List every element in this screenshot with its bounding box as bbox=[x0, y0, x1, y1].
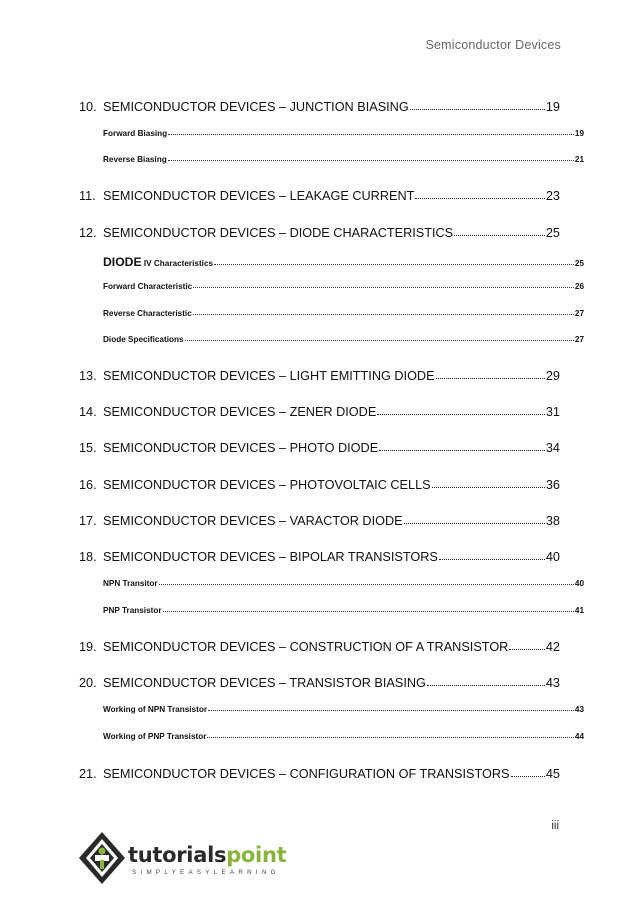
entry-page-number: 43 bbox=[574, 705, 584, 714]
toc-chapter-entry[interactable] bbox=[79, 369, 560, 383]
toc-chapter-entry[interactable] bbox=[79, 226, 560, 240]
entry-page-number: 19 bbox=[574, 129, 584, 138]
toc-chapter-entry[interactable] bbox=[79, 100, 560, 114]
entry-page-number: 23 bbox=[545, 189, 560, 203]
chapter-number: 14. bbox=[79, 405, 97, 419]
chapter-number: 15. bbox=[79, 441, 97, 455]
entry-title: SEMICONDUCTOR DEVICES – VARACTOR DIODE bbox=[103, 514, 403, 528]
toc-chapter-entry[interactable] bbox=[79, 640, 560, 654]
chapter-number: 20. bbox=[79, 676, 97, 690]
entry-title: Reverse Characteristic bbox=[103, 309, 192, 318]
dot-leader bbox=[427, 684, 545, 686]
entry-page-number: 34 bbox=[545, 441, 560, 455]
entry-page-number: 27 bbox=[574, 335, 584, 344]
dot-leader bbox=[436, 377, 545, 379]
chapter-number: 10. bbox=[79, 100, 97, 114]
dot-leader bbox=[185, 339, 574, 341]
logo-emblem-icon bbox=[76, 829, 128, 887]
chapter-number: 21. bbox=[79, 767, 97, 781]
chapter-number: 12. bbox=[79, 226, 97, 240]
dot-leader bbox=[159, 583, 574, 585]
entry-title: Forward Biasing bbox=[103, 129, 168, 138]
toc-chapter-entry[interactable] bbox=[79, 441, 560, 455]
dot-leader bbox=[415, 197, 545, 199]
entry-title: Working of NPN Transistor bbox=[103, 705, 208, 714]
dot-leader bbox=[168, 133, 574, 135]
entry-page-number: 41 bbox=[574, 606, 584, 615]
toc-section-entry[interactable] bbox=[79, 579, 584, 588]
dot-leader bbox=[377, 413, 545, 415]
toc-section-entry[interactable] bbox=[79, 705, 584, 714]
toc-section-entry[interactable] bbox=[79, 129, 584, 138]
page-number: iii bbox=[551, 820, 559, 832]
entry-page-number: 25 bbox=[545, 226, 560, 240]
entry-title: SEMICONDUCTOR DEVICES – TRANSISTOR BIASING bbox=[103, 676, 426, 690]
entry-page-number: 21 bbox=[574, 155, 584, 164]
entry-title: SEMICONDUCTOR DEVICES – PHOTOVOLTAIC CELLS bbox=[103, 478, 431, 492]
toc-chapter-entry[interactable] bbox=[79, 478, 560, 492]
toc-chapter-entry[interactable] bbox=[79, 189, 560, 203]
entry-title: Diode Specifications bbox=[103, 335, 184, 344]
entry-page-number: 29 bbox=[545, 369, 560, 383]
entry-title: SEMICONDUCTOR DEVICES – CONSTRUCTION OF A TRANSISTOR bbox=[103, 640, 509, 654]
logo-tagline: SIMPLYEASYLEARNING bbox=[132, 869, 280, 876]
entry-title: SEMICONDUCTOR DEVICES – ZENER DIODE bbox=[103, 405, 377, 419]
entry-page-number: 38 bbox=[545, 514, 560, 528]
entry-title: Working of PNP Transistor bbox=[103, 732, 207, 741]
entry-page-number: 25 bbox=[574, 259, 584, 268]
entry-title-rest: IV Characteristics bbox=[141, 259, 214, 268]
entry-page-number: 40 bbox=[574, 579, 584, 588]
toc-section-entry[interactable] bbox=[79, 255, 584, 269]
entry-title: SEMICONDUCTOR DEVICES – PHOTO DIODE bbox=[103, 441, 379, 455]
entry-title: SEMICONDUCTOR DEVICES – BIPOLAR TRANSISTORS bbox=[103, 550, 438, 564]
toc-section-entry[interactable] bbox=[79, 309, 584, 318]
chapter-number: 19. bbox=[79, 640, 97, 654]
entry-title: SEMICONDUCTOR DEVICES – JUNCTION BIASING bbox=[103, 100, 409, 114]
dot-leader bbox=[193, 286, 574, 288]
dot-leader bbox=[214, 263, 574, 265]
dot-leader bbox=[439, 558, 545, 560]
running-header: Semiconductor Devices bbox=[425, 38, 561, 52]
dot-leader bbox=[379, 449, 545, 451]
dot-leader bbox=[208, 709, 574, 711]
entry-title: PNP Transistor bbox=[103, 606, 162, 615]
dot-leader bbox=[432, 486, 545, 488]
entry-page-number: 31 bbox=[545, 405, 560, 419]
chapter-number: 11. bbox=[79, 189, 96, 203]
entry-page-number: 40 bbox=[545, 550, 560, 564]
toc-chapter-entry[interactable] bbox=[79, 550, 560, 564]
entry-page-number: 36 bbox=[545, 478, 560, 492]
logo-wordmark: tutorialspoint bbox=[128, 843, 287, 867]
dot-leader bbox=[410, 108, 545, 110]
entry-title: NPN Transitor bbox=[103, 579, 158, 588]
entry-page-number: 43 bbox=[545, 676, 560, 690]
entry-title: Forward Characteristic bbox=[103, 282, 193, 291]
entry-title: SEMICONDUCTOR DEVICES – LEAKAGE CURRENT bbox=[103, 189, 415, 203]
toc-chapter-entry[interactable] bbox=[79, 676, 560, 690]
dot-leader bbox=[163, 610, 574, 612]
toc-section-entry[interactable] bbox=[79, 335, 584, 344]
chapter-number: 13. bbox=[79, 369, 97, 383]
chapter-number: 16. bbox=[79, 478, 97, 492]
entry-page-number: 45 bbox=[545, 767, 560, 781]
chapter-number: 17. bbox=[79, 514, 97, 528]
dot-leader bbox=[207, 736, 573, 738]
entry-title: SEMICONDUCTOR DEVICES – LIGHT EMITTING DIODE bbox=[103, 369, 435, 383]
entry-title: SEMICONDUCTOR DEVICES – CONFIGURATION OF TRANSISTORS bbox=[103, 767, 510, 781]
entry-page-number: 44 bbox=[574, 732, 584, 741]
entry-page-number: 19 bbox=[545, 100, 560, 114]
entry-page-number: 42 bbox=[545, 640, 560, 654]
toc-chapter-entry[interactable] bbox=[79, 767, 560, 781]
toc-section-entry[interactable] bbox=[79, 732, 584, 741]
toc-section-entry[interactable] bbox=[79, 282, 584, 291]
dot-leader bbox=[454, 234, 545, 236]
entry-title: Reverse Biasing bbox=[103, 155, 167, 164]
entry-title: SEMICONDUCTOR DEVICES – DIODE CHARACTERISTICS bbox=[103, 226, 454, 240]
dot-leader bbox=[168, 159, 574, 161]
chapter-number: 18. bbox=[79, 550, 97, 564]
dot-leader bbox=[404, 522, 545, 524]
toc-section-entry[interactable] bbox=[79, 155, 584, 164]
toc-chapter-entry[interactable] bbox=[79, 514, 560, 528]
dot-leader bbox=[193, 313, 574, 315]
entry-title-emphasis: DIODE bbox=[103, 255, 142, 269]
toc-section-entry[interactable] bbox=[79, 606, 584, 615]
tutorialspoint-logo bbox=[76, 829, 287, 887]
entry-page-number: 27 bbox=[574, 309, 584, 318]
entry-page-number: 26 bbox=[574, 282, 584, 291]
entry-title bbox=[103, 255, 213, 269]
dot-leader bbox=[509, 648, 545, 650]
toc-chapter-entry[interactable] bbox=[79, 405, 560, 419]
dot-leader bbox=[511, 775, 545, 777]
